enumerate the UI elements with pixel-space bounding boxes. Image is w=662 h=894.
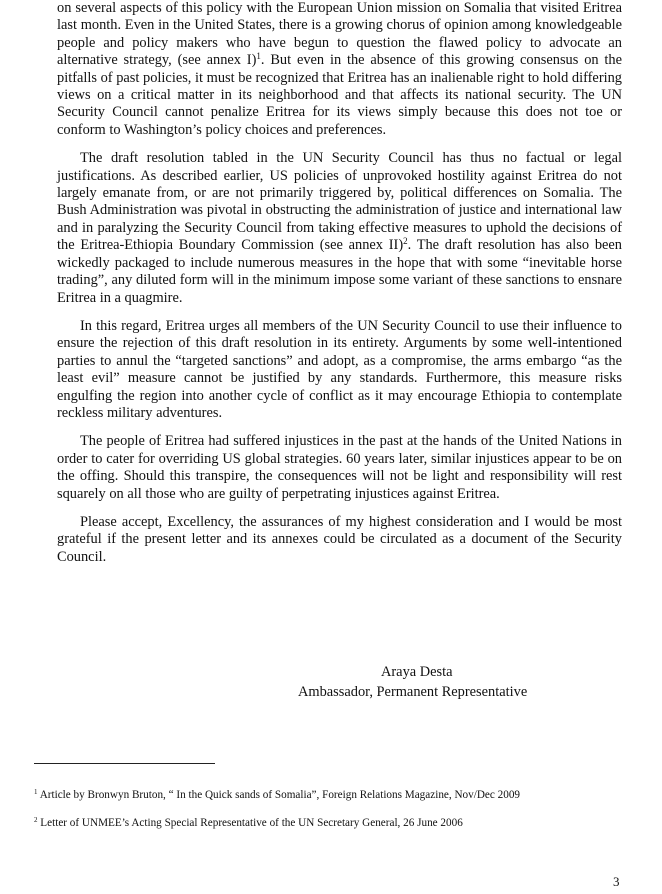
paragraph-5: Please accept, Excellency, the assurances of my highest consideration and I would be most grateful if the present letter and its annexes could be circulated as a document of the Security Council. [57,513,622,565]
footnote-1 [34,789,520,801]
paragraph-3: In this regard, Eritrea urges all members of the UN Security Council to use their influence to ensure the rejection of this draft resolution in its entirety. Arguments by some well-intentioned parties to annul the “targeted sanctions” and adopt, as a compromise, the arms embargo “as the least evil” measure cannot be justified by any standards. Furthermore, this measure risks engulfing the region into another cycle of conflict as it may encourage Ethiopia to contemplate reckless military adventures. [57,317,622,421]
footnote-1-text: Article by Bronwyn Bruton, “ In the Quick sands of Somalia”, Foreign Relations Magazine, Nov/Dec 2009 [39,789,521,801]
page-number: 3 [613,874,620,889]
footnote-2 [34,817,463,829]
footnote-1-mark: 1 [34,788,38,796]
paragraph-2-rest: . The draft resolution has also been wickedly packaged to include numerous measures in the hope that with some “inevitable horse trading”, any diluted form will in the minimum impose some variant of these sanctions to ensnare Eritrea in a quagmire. [57,237,622,306]
letter-body [57,0,622,577]
signatory-name: Araya Desta [381,664,453,680]
paragraph-4: The people of Eritrea had suffered injustices in the past at the hands of the United Nations in order to cater for overriding US global strategies. 60 years later, similar injustices appear to be on the offing. Should this transpire, the consequences will not be light and responsibility will rest squarely on all those who are guilty of perpetrating injustices against Eritrea. [57,433,622,502]
paragraph-1-rest: . But even in the absence of this growing consensus on the pitfalls of past policies, it must be recognized that Eritrea has an inalienable right to hold differing views on a critical matter in its neighborhood and that affects its national security. The UN Security Council cannot penalize Eritrea for its views simply because this does not toe or conform to Washington’s policy choices and preferences. [57,52,622,138]
footnote-ref-2[interactable]: 2 [403,236,408,247]
paragraph-1-text: on several aspects of this policy with the European Union mission on Somalia that visited Eritrea last month. Even in the United States, there is a growing chorus of opinion among knowledgeable people and policy makers who have begun to question the flawed policy to advocate an alternative strategy, (see annex I) [57,0,622,69]
signatory-title: Ambassador, Permanent Representative [298,684,528,700]
paragraph-1 [57,0,622,139]
footnote-ref-1[interactable]: 1 [256,51,261,62]
paragraph-2 [57,150,622,307]
footnote-separator [34,763,215,764]
footnote-2-text: Letter of UNMEE’s Acting Special Representative of the UN Secretary General, 26 June 2006 [40,817,463,829]
paragraph-2-text: The draft resolution tabled in the UN Security Council has thus no factual or legal justifications. As described earlier, US policies of unprovoked hostility against Eritrea do not largely emanate from, or are not primarily triggered by, political differences on Somalia. The Bush Administration was pivotal in obstructing the administration of justice and international law and in paralyzing the Security Council from taking effective measures to uphold the decisions of the Eritrea-Ethiopia Boundary Commission (see annex II) [57,150,622,254]
footnote-2-mark: 2 [34,816,38,824]
